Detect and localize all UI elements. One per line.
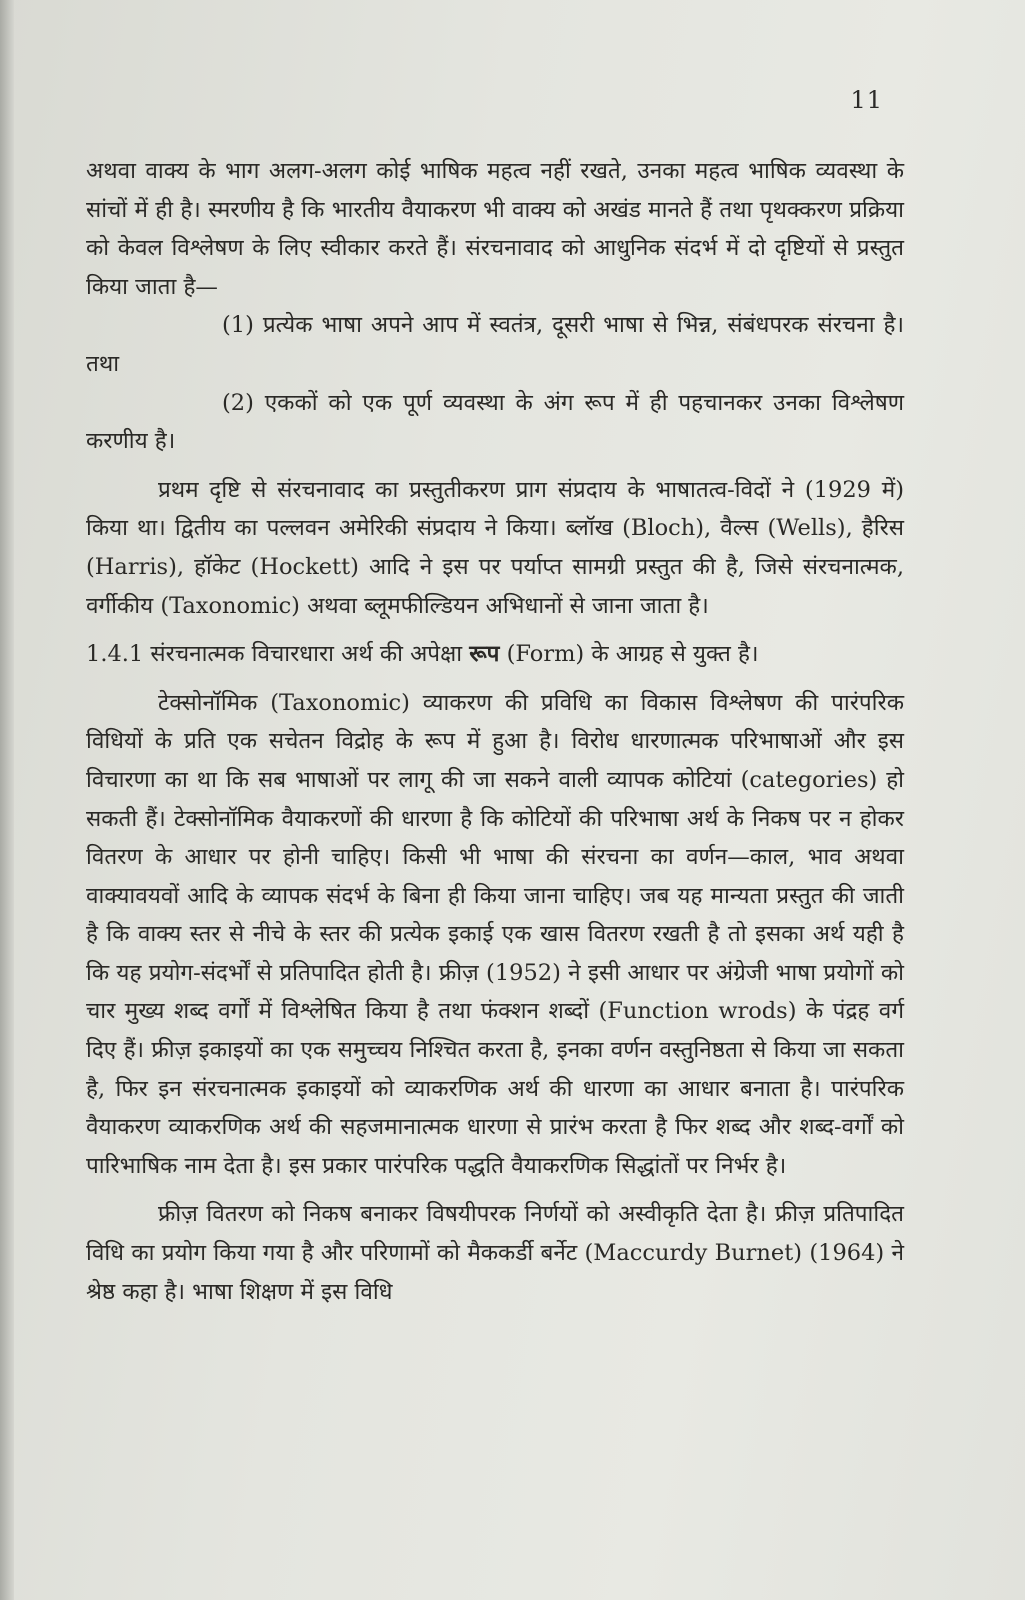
paragraph-3: टेक्सोनॉमिक (Taxonomic) व्याकरण की प्रविधि का विकास विश्लेषण की पारंपरिक विधियों के प्रति एक सचेतन विद्रोह के रूप में हुआ है। विरोध धारणात्मक परिभाषाओं और इस विचारणा का था कि सब भाषाओं पर लागू की जा सकने वाली व्यापक कोटियां (categories) हो सकती हैं। टेक्सोनॉमिक वैयाकरणों की धारणा है कि कोटियों की परिभाषा अर्थ के निकष पर न होकर वितरण के आधार पर होनी चाहिए। किसी भी भाषा की संरचना का वर्णन—काल, भाव अथवा वाक्यावयवों आदि के व्यापक संदर्भ के बिना ही किया जाना चाहिए। जब यह मान्यता प्रस्तुत की जाती है कि वाक्य स्तर से नीचे के स्तर की प्रत्येक इकाई एक खास वितरण रखती है तो इसका अर्थ यही है कि यह प्रयोग-संदर्भों से प्रतिपादित होती है। फ्रीज़ (1952) ने इसी आधार पर अंग्रेजी भाषा प्रयोगों को चार मुख्य शब्द वर्गों में विश्लेषित किया है तथा फंक्शन शब्दों (Function wrods) के पंद्रह वर्ग दिए हैं। फ्रीज़ इकाइयों का एक समुच्चय निश्चित करता है, इनका वर्णन वस्तुनिष्ठता से किया जा सकता है, फिर इन संरचनात्मक इकाइयों को व्याकरणिक अर्थ की धारणा का आधार बनाता है। पारंपरिक वैयाकरण व्याकरणिक अर्थ की सहजमानात्मक धारणा से प्रारंभ करता है फिर शब्द और शब्द-वर्गों को पारिभाषिक नाम देता है। इस प्रकार पारंपरिक पद्धति वैयाकरणिक सिद्धांतों पर निर्भर है। — [86, 689, 904, 1179]
page-edge-shadow — [0, 0, 14, 1600]
page-number: 11 — [850, 86, 883, 114]
paragraph-point-2: (2) एककों को एक पूर्ण व्यवस्था के अंग रूप में ही पहचानकर उनका विश्लेषण करणीय है। — [86, 389, 904, 455]
paragraph-point-1: (1) प्रत्येक भाषा अपने आप में स्वतंत्र, दूसरी भाषा से भिन्न, संबंधपरक संरचना है। तथा — [86, 312, 904, 377]
section-bold-term: रूप — [469, 641, 500, 668]
paragraph-2: प्रथम दृष्टि से संरचनावाद का प्रस्तुतीकरण प्राग संप्रदाय के भाषातत्व-विदों ने (1929 में) किया था। द्वितीय का पल्लवन अमेरिकी संप्रदाय ने किया। ब्लॉख (Bloch), वैल्स (Wells), हैरिस (Harris), हॉकेट (Hockett) आदि ने इस पर पर्याप्त सामग्री प्रस्तुत की है, जिसे संरचनात्मक, वर्गीकीय (Taxonomic) अथवा ब्लूमफील्डियन अभिधानों से जाना जाता है। — [86, 476, 904, 619]
paragraph-4: फ्रीज़ वितरण को निकष बनाकर विषयीपरक निर्णयों को अस्वीकृति देता है। फ्रीज़ प्रतिपादित विधि का प्रयोग किया गया है और परिणामों को मैककर्डी बर्नेट (Maccurdy Burnet) (1964) ने श्रेष्ठ कहा है। भाषा शिक्षण में इस विधि — [86, 1201, 904, 1305]
section-text-1: 1.4.1 संरचनात्मक विचारधारा अर्थ की अपेक्षा — [86, 641, 470, 668]
body-text — [86, 152, 904, 1311]
section-text-2: (Form) के आग्रह से युक्त है। — [499, 641, 759, 668]
paragraph-1: अथवा वाक्य के भाग अलग-अलग कोई भाषिक महत्व नहीं रखते, उनका महत्व भाषिक व्यवस्था के सांचों में ही है। स्मरणीय है कि भारतीय वैयाकरण भी वाक्य को अखंड मानते हैं तथा पृथक्करण प्रक्रिया को केवल विश्लेषण के लिए स्वीकार करते हैं। संरचनावाद को आधुनिक संदर्भ में दो दृष्टियों से प्रस्तुत किया जाता है— — [86, 158, 904, 300]
section-heading-1-4-1 — [86, 635, 904, 674]
